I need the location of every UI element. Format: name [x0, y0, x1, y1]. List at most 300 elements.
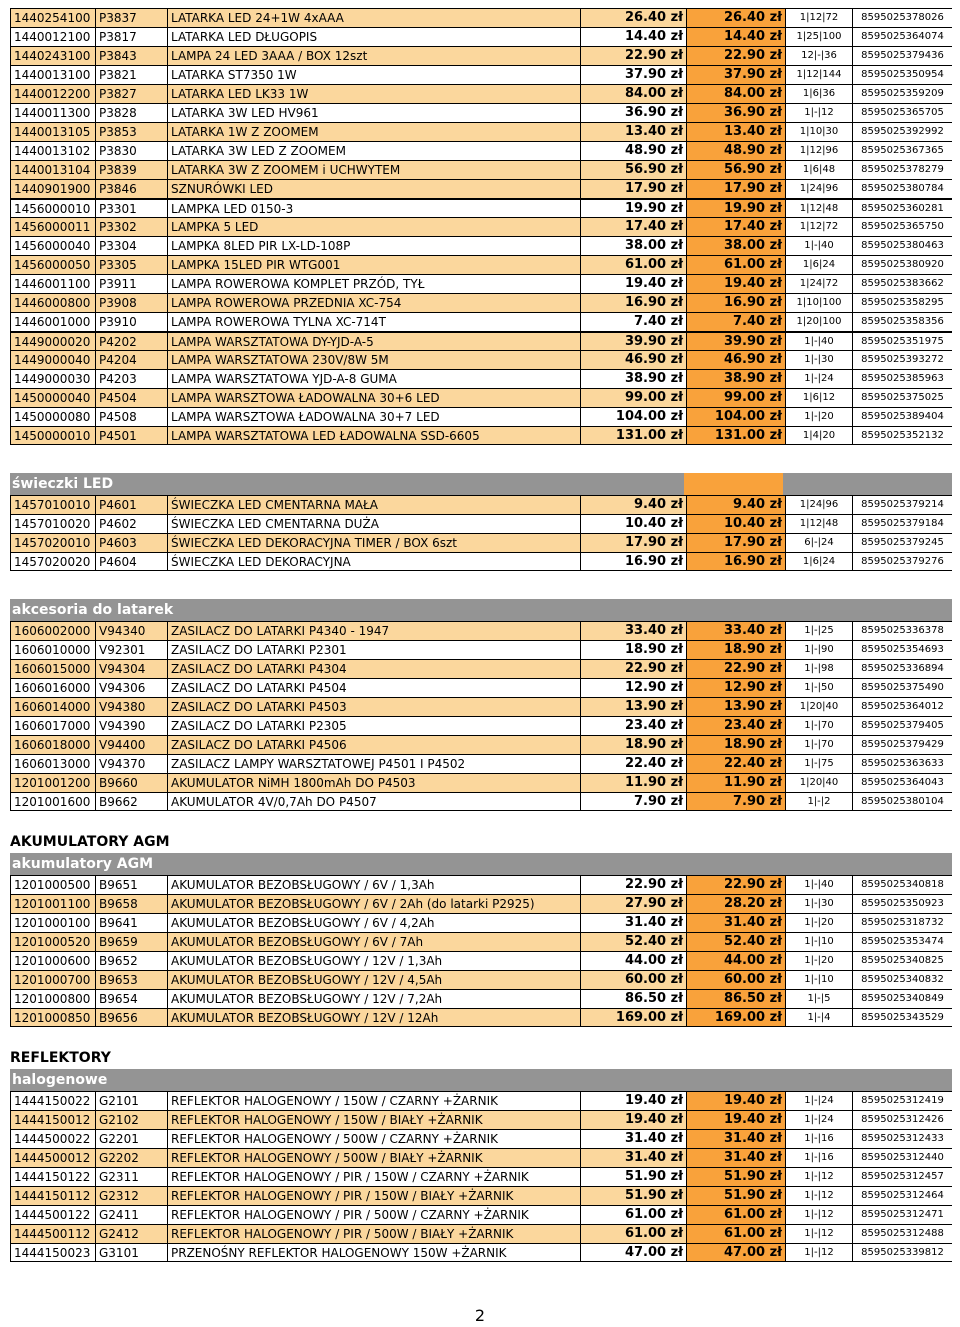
product-name: ZASILACZ DO LATARKI P2305: [168, 717, 581, 735]
product-symbol: P3305: [96, 256, 168, 274]
product-code: 1444150022: [10, 1092, 96, 1110]
ean-code: 8595025312488: [861, 1228, 944, 1239]
ean-code: 8595025378279: [861, 164, 944, 175]
table-row: [10, 716, 952, 735]
table-row: [10, 369, 952, 388]
ean-code: 8595025379429: [861, 739, 944, 750]
product-name: LAMPA ROWEROWA TYLNA XC-714T: [168, 313, 581, 331]
packaging: 1|-|12: [786, 1187, 853, 1205]
table-row: [10, 122, 952, 141]
product-code: 1444150112: [10, 1187, 96, 1205]
band-fill: [684, 599, 952, 621]
price: 48.90 zł: [581, 142, 687, 160]
ean-code: 8595025353474: [861, 936, 944, 947]
price-highlight: 51.90 zł: [687, 1168, 786, 1186]
product-name: REFLEKTOR HALOGENOWY / PIR / 500W / BIAŁY +ŻARNIK: [168, 1225, 581, 1243]
price-highlight: 22.90 zł: [687, 660, 786, 678]
product-code: 1606016000: [10, 679, 96, 697]
product-code: 1457020010: [10, 534, 96, 552]
product-name: ŚWIECZKA LED CMENTARNA MAŁA: [168, 496, 581, 514]
product-symbol: P3304: [96, 237, 168, 255]
price-highlight: 9.40 zł: [687, 496, 786, 514]
product-name: LAMPKA 5 LED: [168, 218, 581, 236]
product-symbol: G2411: [96, 1206, 168, 1224]
table-row: [10, 65, 952, 84]
product-symbol: B9651: [96, 876, 168, 894]
ean-code: 8595025350954: [861, 69, 944, 80]
ean-code: 8595025383662: [861, 278, 944, 289]
ean-code: 8595025365705: [861, 107, 944, 118]
packaging: 1|-|70: [786, 717, 853, 735]
packaging: 1|-|40: [786, 333, 853, 350]
product-code: 1444500012: [10, 1149, 96, 1167]
product-symbol: B9656: [96, 1009, 168, 1026]
table-row: [10, 640, 952, 659]
table-row: [10, 875, 952, 894]
product-name: REFLEKTOR HALOGENOWY / 150W / BIAŁY +ŻARNIK: [168, 1111, 581, 1129]
price: 23.40 zł: [581, 717, 687, 735]
price: 19.90 zł: [581, 200, 687, 217]
ean-code: 8595025385963: [861, 373, 944, 384]
product-code: 1449000040: [10, 351, 96, 369]
ean-code: 8595025343529: [861, 1012, 944, 1023]
packaging: 1|-|12: [786, 1225, 853, 1243]
price-highlight: 61.00 zł: [687, 256, 786, 274]
ean-code: 8595025340849: [861, 993, 944, 1004]
product-code: 1440012100: [10, 28, 96, 46]
price: 22.40 zł: [581, 755, 687, 773]
product-code: 1440901900: [10, 180, 96, 198]
price: 36.90 zł: [581, 104, 687, 122]
table-row: [10, 970, 952, 989]
price: 27.90 zł: [581, 895, 687, 913]
price: 18.90 zł: [581, 641, 687, 659]
price-highlight: 31.40 zł: [687, 1130, 786, 1148]
product-code: 1456000040: [10, 237, 96, 255]
packaging: 1|-|70: [786, 736, 853, 754]
table-row: [10, 27, 952, 46]
packaging: 1|12|48: [786, 515, 853, 533]
product-symbol: P4504: [96, 389, 168, 407]
price: 19.40 zł: [581, 1111, 687, 1129]
price-highlight: 38.00 zł: [687, 237, 786, 255]
product-code: 1457020020: [10, 553, 96, 570]
product-name: SZNURÓWKI LED: [168, 180, 581, 198]
product-code: 1444150122: [10, 1168, 96, 1186]
group-spacer: [10, 1027, 952, 1047]
table-row: [10, 1224, 952, 1243]
product-code: 1440011300: [10, 104, 96, 122]
product-name: ŚWIECZKA LED DEKORACYJNA TIMER / BOX 6szt: [168, 534, 581, 552]
packaging: 1|-|16: [786, 1149, 853, 1167]
ean-code: 8595025380784: [861, 183, 944, 194]
product-code: 1446001100: [10, 275, 96, 293]
price: 131.00 zł: [581, 427, 687, 444]
price-highlight: 47.00 zł: [687, 1244, 786, 1261]
section-title: REFLEKTORY: [10, 1050, 111, 1066]
table-row: [10, 350, 952, 369]
product-code: 1456000050: [10, 256, 96, 274]
product-code: 1440013105: [10, 123, 96, 141]
packaging: 1|-|20: [786, 408, 853, 426]
product-code: 1446001000: [10, 313, 96, 331]
table-row: [10, 274, 952, 293]
price-highlight: 26.40 zł: [687, 9, 786, 27]
table-row: [10, 312, 952, 331]
packaging: 1|-|10: [786, 933, 853, 951]
category-band: [10, 1069, 952, 1091]
packaging: 1|-|50: [786, 679, 853, 697]
price: 61.00 zł: [581, 1225, 687, 1243]
packaging: 1|6|48: [786, 161, 853, 179]
price: 60.00 zł: [581, 971, 687, 989]
ean-code: 8595025389404: [861, 411, 944, 422]
price: 31.40 zł: [581, 1149, 687, 1167]
price-highlight: 17.40 zł: [687, 218, 786, 236]
price-highlight: 37.90 zł: [687, 66, 786, 84]
price-highlight: 104.00 zł: [687, 408, 786, 426]
packaging: 1|-|5: [786, 990, 853, 1008]
product-symbol: P3910: [96, 313, 168, 331]
ean-code: 8595025312433: [861, 1133, 944, 1144]
product-symbol: P3301: [96, 200, 168, 217]
product-name: LAMPA ROWEROWA PRZEDNIA XC-754: [168, 294, 581, 312]
product-symbol: V92301: [96, 641, 168, 659]
ean-code: 8595025350923: [861, 898, 944, 909]
price-highlight: 48.90 zł: [687, 142, 786, 160]
price: 46.90 zł: [581, 351, 687, 369]
group-spacer: [10, 811, 952, 831]
ean-code: 8595025312471: [861, 1209, 944, 1220]
price: 13.90 zł: [581, 698, 687, 716]
price-highlight: 18.90 zł: [687, 641, 786, 659]
ean-code: 8595025379245: [861, 537, 944, 548]
product-name: LAMPA WARSZTATOWA DY-YJD-A-5: [168, 333, 581, 350]
product-symbol: B9641: [96, 914, 168, 932]
product-name: LATARKA LED 24+1W 4xAAA: [168, 9, 581, 27]
product-code: 1201000520: [10, 933, 96, 951]
packaging: 1|12|144: [786, 66, 853, 84]
price: 17.90 zł: [581, 180, 687, 198]
product-symbol: B9662: [96, 793, 168, 810]
product-symbol: P4204: [96, 351, 168, 369]
product-code: 1606015000: [10, 660, 96, 678]
price-highlight: 28.20 zł: [687, 895, 786, 913]
product-symbol: P3908: [96, 294, 168, 312]
ean-code: 8595025359209: [861, 88, 944, 99]
ean-code: 8595025351975: [861, 336, 944, 347]
table-row: [10, 773, 952, 792]
price-highlight: 12.90 zł: [687, 679, 786, 697]
table-row: [10, 1110, 952, 1129]
price: 33.40 zł: [581, 622, 687, 640]
ean-code: 8595025312464: [861, 1190, 944, 1201]
price: 31.40 zł: [581, 1130, 687, 1148]
product-code: 1201000850: [10, 1009, 96, 1026]
packaging: 1|4|20: [786, 427, 853, 444]
ean-code: 8595025364043: [861, 777, 944, 788]
price: 84.00 zł: [581, 85, 687, 103]
product-symbol: G2101: [96, 1092, 168, 1110]
product-code: 1201000500: [10, 876, 96, 894]
product-code: 1201000700: [10, 971, 96, 989]
ean-code: 8595025339812: [861, 1247, 944, 1258]
price: 11.90 zł: [581, 774, 687, 792]
packaging: 1|6|12: [786, 389, 853, 407]
price-highlight: 51.90 zł: [687, 1187, 786, 1205]
product-name: LAMPA ROWEROWA KOMPLET PRZÓD, TYŁ: [168, 275, 581, 293]
product-symbol: P3827: [96, 85, 168, 103]
product-symbol: P4604: [96, 553, 168, 570]
table-row: [10, 533, 952, 552]
packaging: 6|-|24: [786, 534, 853, 552]
price: 22.90 zł: [581, 47, 687, 65]
price: 7.40 zł: [581, 313, 687, 331]
product-symbol: P3843: [96, 47, 168, 65]
product-code: 1440254100: [10, 9, 96, 27]
packaging: 1|-|12: [786, 104, 853, 122]
band-fill: [684, 1069, 952, 1091]
price-highlight: 19.40 zł: [687, 1111, 786, 1129]
packaging: 1|-|20: [786, 952, 853, 970]
price-highlight: 61.00 zł: [687, 1225, 786, 1243]
price-highlight: 22.90 zł: [687, 876, 786, 894]
product-symbol: V94400: [96, 736, 168, 754]
product-symbol: G2102: [96, 1111, 168, 1129]
product-symbol: G2311: [96, 1168, 168, 1186]
price-highlight: 18.90 zł: [687, 736, 786, 754]
packaging: 1|6|24: [786, 256, 853, 274]
packaging: 1|-|24: [786, 1111, 853, 1129]
table-row: [10, 1129, 952, 1148]
packaging: 1|-|75: [786, 755, 853, 773]
price: 26.40 zł: [581, 9, 687, 27]
price-highlight: 33.40 zł: [687, 622, 786, 640]
packaging: 1|20|40: [786, 774, 853, 792]
table-row: [10, 293, 952, 312]
product-code: 1440013102: [10, 142, 96, 160]
ean-code: 8595025340818: [861, 879, 944, 890]
product-code: 1444500112: [10, 1225, 96, 1243]
product-name: REFLEKTOR HALOGENOWY / PIR / 500W / CZARNY +ŻARNIK: [168, 1206, 581, 1224]
packaging: 1|12|96: [786, 142, 853, 160]
price-highlight: 13.40 zł: [687, 123, 786, 141]
category-band: [10, 473, 952, 495]
price-highlight: 38.90 zł: [687, 370, 786, 388]
packaging: 1|-|16: [786, 1130, 853, 1148]
product-symbol: B9659: [96, 933, 168, 951]
table-row: [10, 735, 952, 754]
packaging: 1|-|24: [786, 1092, 853, 1110]
product-code: 1450000010: [10, 427, 96, 444]
product-code: 1449000020: [10, 333, 96, 350]
packaging: 12|-|36: [786, 47, 853, 65]
ean-code: 8595025312426: [861, 1114, 944, 1125]
table-row: [10, 951, 952, 970]
price-highlight: 22.90 zł: [687, 47, 786, 65]
product-symbol: G2202: [96, 1149, 168, 1167]
category-band: [10, 853, 952, 875]
ean-code: 8595025312457: [861, 1171, 944, 1182]
price-highlight: 46.90 zł: [687, 351, 786, 369]
product-symbol: G2312: [96, 1187, 168, 1205]
product-name: AKUMULATOR BEZOBSŁUGOWY / 6V / 1,3Ah: [168, 876, 581, 894]
table-row: [10, 1243, 952, 1262]
category-label: akcesoria do latarek: [12, 602, 174, 618]
table-row: [10, 388, 952, 407]
table-row: [10, 141, 952, 160]
product-symbol: P3846: [96, 180, 168, 198]
product-symbol: V94390: [96, 717, 168, 735]
price: 61.00 zł: [581, 1206, 687, 1224]
product-symbol: P3828: [96, 104, 168, 122]
packaging: 1|25|100: [786, 28, 853, 46]
packaging: 1|12|48: [786, 200, 853, 217]
product-name: LAMPA WARSZTATOWA YJD-A-8 GUMA: [168, 370, 581, 388]
product-name: LAMPA WARSZTATOWA 230V/8W 5M: [168, 351, 581, 369]
product-symbol: P3853: [96, 123, 168, 141]
product-name: LAMPKA 15LED PIR WTG001: [168, 256, 581, 274]
product-symbol: P3302: [96, 218, 168, 236]
packaging: 1|20|100: [786, 313, 853, 331]
ean-code: 8595025364012: [861, 701, 944, 712]
price: 18.90 zł: [581, 736, 687, 754]
packaging: 1|12|72: [786, 218, 853, 236]
product-symbol: P4202: [96, 333, 168, 350]
price-highlight: 84.00 zł: [687, 85, 786, 103]
price: 22.90 zł: [581, 660, 687, 678]
group-spacer: [10, 445, 952, 473]
product-code: 1440013104: [10, 161, 96, 179]
packaging: 1|10|100: [786, 294, 853, 312]
price-highlight: 7.40 zł: [687, 313, 786, 331]
ean-code: 8595025358295: [861, 297, 944, 308]
price-highlight: 23.40 zł: [687, 717, 786, 735]
ean-code: 8595025367365: [861, 145, 944, 156]
price-highlight: 52.40 zł: [687, 933, 786, 951]
product-symbol: G3101: [96, 1244, 168, 1261]
price-highlight: 14.40 zł: [687, 28, 786, 46]
packaging: 1|24|96: [786, 180, 853, 198]
product-name: REFLEKTOR HALOGENOWY / 500W / CZARNY +ŻARNIK: [168, 1130, 581, 1148]
product-code: 1444150012: [10, 1111, 96, 1129]
price-highlight: 60.00 zł: [687, 971, 786, 989]
table-row: [10, 198, 952, 217]
ean-code: 8595025379436: [861, 50, 944, 61]
ean-code: 8595025364074: [861, 31, 944, 42]
product-name: ZASILACZ DO LATARKI P4304: [168, 660, 581, 678]
product-symbol: P4603: [96, 534, 168, 552]
price-highlight: 13.90 zł: [687, 698, 786, 716]
product-code: 1444500122: [10, 1206, 96, 1224]
product-symbol: B9653: [96, 971, 168, 989]
ean-code: 8595025354693: [861, 644, 944, 655]
price-highlight: 36.90 zł: [687, 104, 786, 122]
table-row: [10, 514, 952, 533]
price: 104.00 zł: [581, 408, 687, 426]
price-highlight: 17.90 zł: [687, 534, 786, 552]
price: 52.40 zł: [581, 933, 687, 951]
ean-code: 8595025352132: [861, 430, 944, 441]
price: 99.00 zł: [581, 389, 687, 407]
price-list-sheet: [10, 8, 952, 1262]
ean-code: 8595025312440: [861, 1152, 944, 1163]
table-row: [10, 1008, 952, 1027]
price-highlight: 131.00 zł: [687, 427, 786, 444]
table-row: [10, 46, 952, 65]
product-name: ŚWIECZKA LED DEKORACYJNA: [168, 553, 581, 570]
price-highlight: 39.90 zł: [687, 333, 786, 350]
price: 37.90 zł: [581, 66, 687, 84]
price: 19.40 zł: [581, 275, 687, 293]
table-row: [10, 179, 952, 198]
product-code: 1450000040: [10, 389, 96, 407]
price: 47.00 zł: [581, 1244, 687, 1261]
product-code: 1450000080: [10, 408, 96, 426]
table-row: [10, 236, 952, 255]
price-highlight: 17.90 zł: [687, 180, 786, 198]
product-code: 1201000800: [10, 990, 96, 1008]
table-row: [10, 932, 952, 951]
table-row: [10, 103, 952, 122]
price: 56.90 zł: [581, 161, 687, 179]
product-symbol: V94306: [96, 679, 168, 697]
table-row: [10, 659, 952, 678]
product-name: AKUMULATOR BEZOBSŁUGOWY / 6V / 7Ah: [168, 933, 581, 951]
table-row: [10, 1091, 952, 1110]
product-code: 1606002000: [10, 622, 96, 640]
section-title: AKUMULATORY AGM: [10, 834, 170, 850]
product-code: 1440243100: [10, 47, 96, 65]
table-row: [10, 495, 952, 514]
table-row: [10, 84, 952, 103]
product-symbol: B9652: [96, 952, 168, 970]
price: 38.90 zł: [581, 370, 687, 388]
price-highlight: 169.00 zł: [687, 1009, 786, 1026]
table-row: [10, 407, 952, 426]
packaging: 1|-|30: [786, 895, 853, 913]
product-name: AKUMULATOR BEZOBSŁUGOWY / 6V / 2Ah (do latarki P2925): [168, 895, 581, 913]
packaging: 1|-|4: [786, 1009, 853, 1026]
product-name: REFLEKTOR HALOGENOWY / 150W / CZARNY +ŻARNIK: [168, 1092, 581, 1110]
band-fill: [783, 473, 952, 495]
product-name: AKUMULATOR BEZOBSŁUGOWY / 12V / 4,5Ah: [168, 971, 581, 989]
ean-code: 8595025380920: [861, 259, 944, 270]
ean-code: 8595025360281: [861, 203, 944, 214]
product-symbol: P4602: [96, 515, 168, 533]
category-label: świeczki LED: [12, 476, 114, 492]
product-name: LAMPA WARSZTOWA ŁADOWALNA 30+6 LED: [168, 389, 581, 407]
table-row: [10, 621, 952, 640]
packaging: 1|-|90: [786, 641, 853, 659]
table-row: [10, 1148, 952, 1167]
product-code: 1606010000: [10, 641, 96, 659]
packaging: 1|-|30: [786, 351, 853, 369]
table-row: [10, 255, 952, 274]
product-name: LATARKA 3W LED HV961: [168, 104, 581, 122]
price: 14.40 zł: [581, 28, 687, 46]
ean-code: 8595025336894: [861, 663, 944, 674]
ean-code: 8595025380463: [861, 240, 944, 251]
packaging: 1|6|36: [786, 85, 853, 103]
product-code: 1606018000: [10, 736, 96, 754]
product-name: LAMPA WARSZTOWA ŁADOWALNA 30+7 LED: [168, 408, 581, 426]
product-symbol: V94370: [96, 755, 168, 773]
product-symbol: P4501: [96, 427, 168, 444]
price: 12.90 zł: [581, 679, 687, 697]
product-symbol: P4508: [96, 408, 168, 426]
packaging: 1|-|10: [786, 971, 853, 989]
